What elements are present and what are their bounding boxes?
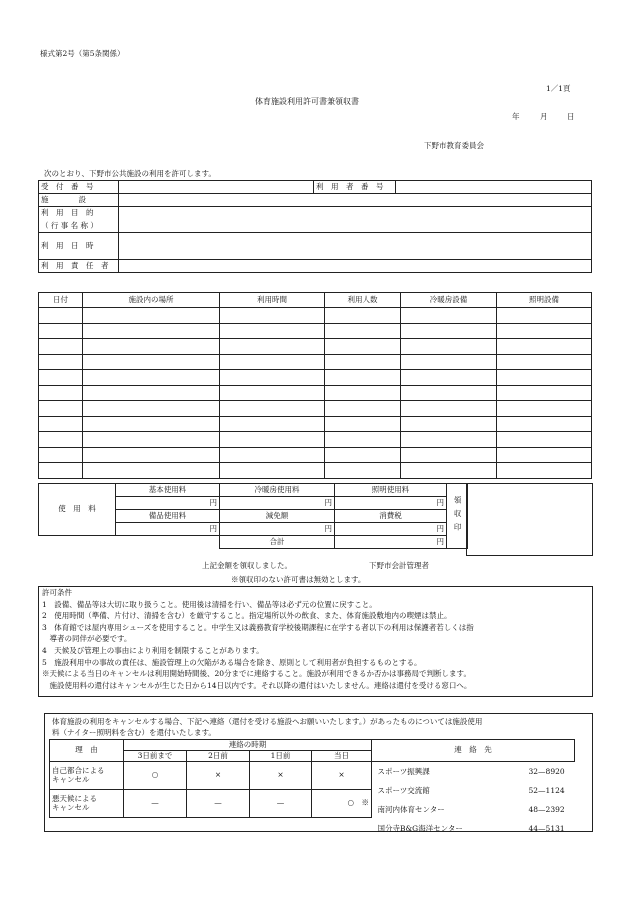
stamp-box — [466, 483, 593, 556]
condition-line: 5 施設利用中の事故の責任は、施設管理上の欠陥がある場合を除き、原則として利用者が負担するものとする。 — [42, 657, 422, 667]
mark: ○ — [124, 762, 187, 790]
schedule-cell[interactable] — [401, 401, 497, 417]
schedule-cell[interactable] — [39, 370, 83, 386]
col-header-date: 日付 — [39, 293, 83, 308]
timing-2days: 2日前 — [187, 751, 250, 762]
timing-1day: 1日前 — [250, 751, 312, 762]
info-table — [38, 180, 592, 273]
conditions-title: 許可条件 — [42, 588, 72, 597]
schedule-cell[interactable] — [83, 447, 220, 463]
schedule-cell[interactable] — [83, 370, 220, 386]
reason-header: 理 由 — [50, 740, 124, 762]
schedule-cell[interactable] — [401, 354, 497, 370]
schedule-cell[interactable] — [401, 463, 497, 479]
cancel-table — [49, 739, 372, 818]
schedule-cell[interactable] — [39, 323, 83, 339]
contact-name: 南河内体育センター — [377, 805, 445, 814]
schedule-cell[interactable] — [39, 385, 83, 401]
spacer — [39, 536, 220, 549]
schedule-row — [39, 323, 592, 339]
timing-sameday: 当日 — [312, 751, 372, 762]
manager-label: 利 用 責 任 者 — [39, 260, 119, 273]
issuer: 下野市教育委員会 — [424, 141, 484, 150]
schedule-cell[interactable] — [401, 308, 497, 324]
condition-line: 施設使用料の還付はキャンセルが生じた日から14日以内です。それ以降の還付はいたしません。連絡は還付を受ける窓口へ。 — [42, 680, 472, 690]
schedule-cell[interactable] — [83, 339, 220, 355]
schedule-cell[interactable] — [401, 385, 497, 401]
discount-label: 減免額 — [220, 510, 335, 523]
contact-name: 国分寺B&G海洋センター — [377, 824, 463, 833]
schedule-row — [39, 354, 592, 370]
mark: ○ ※ — [312, 790, 372, 818]
schedule-cell[interactable] — [220, 339, 325, 355]
page-number: 1／1頁 — [546, 84, 571, 93]
date-day: 日 — [567, 112, 575, 121]
purpose-label: 利 用 目 的 — [39, 207, 119, 220]
condition-line: 2 使用時間（準備、片付け、清掃を含む）を厳守すること。指定場所以外の飲食、また、体育施設敷地内の喫煙は禁止。 — [42, 611, 452, 621]
mark: × — [312, 762, 372, 790]
schedule-cell[interactable] — [83, 308, 220, 324]
contact-tel: 32—8920 — [528, 767, 565, 776]
stamp-label-cell — [447, 484, 468, 549]
contact-row — [372, 800, 575, 819]
contact-row — [372, 819, 575, 838]
datetime-label: 利 用 日 時 — [39, 233, 119, 260]
light-fee-value[interactable]: 円 — [335, 497, 447, 510]
user-no-value[interactable] — [396, 181, 592, 194]
schedule-cell[interactable] — [401, 447, 497, 463]
manager-value[interactable] — [119, 260, 592, 273]
schedule-cell[interactable] — [497, 308, 592, 324]
schedule-cell[interactable] — [497, 416, 592, 432]
tax-label: 消費税 — [335, 510, 447, 523]
schedule-cell[interactable] — [497, 370, 592, 386]
schedule-cell[interactable] — [83, 432, 220, 448]
schedule-cell[interactable] — [325, 432, 401, 448]
mark: × — [187, 762, 250, 790]
schedule-cell[interactable] — [401, 432, 497, 448]
schedule-cell[interactable] — [497, 447, 592, 463]
fee-table — [38, 483, 468, 549]
schedule-cell[interactable] — [220, 401, 325, 417]
schedule-cell[interactable] — [325, 463, 401, 479]
schedule-cell[interactable] — [497, 432, 592, 448]
stamp-note: ※領収印のない許可書は無効とします。 — [231, 575, 366, 584]
schedule-cell[interactable] — [325, 323, 401, 339]
schedule-cell[interactable] — [325, 385, 401, 401]
reason-weather-line1: 悪天候による — [52, 794, 97, 804]
mark: — — [187, 790, 250, 818]
conditions-box — [38, 586, 593, 697]
mark: — — [124, 790, 187, 818]
schedule-cell[interactable] — [83, 354, 220, 370]
purpose-value[interactable] — [119, 207, 592, 233]
schedule-cell[interactable] — [83, 416, 220, 432]
schedule-row — [39, 463, 592, 479]
facility-value[interactable] — [119, 194, 592, 207]
contact-list-cell — [372, 762, 575, 839]
form-number: 様式第2号（第5条関係） — [40, 49, 125, 58]
col-header-ac: 冷暖房設備 — [401, 293, 497, 308]
schedule-cell[interactable] — [325, 354, 401, 370]
total-label: 合計 — [220, 536, 335, 549]
tax-value[interactable]: 円 — [335, 523, 447, 536]
mark: — — [250, 790, 312, 818]
schedule-row — [39, 308, 592, 324]
schedule-cell[interactable] — [497, 339, 592, 355]
schedule-cell[interactable] — [497, 463, 592, 479]
col-header-lighting: 照明設備 — [497, 293, 592, 308]
schedule-cell[interactable] — [39, 339, 83, 355]
discount-value[interactable]: 円 — [220, 523, 335, 536]
col-header-people: 利用人数 — [325, 293, 401, 308]
schedule-cell[interactable] — [401, 370, 497, 386]
schedule-cell[interactable] — [39, 432, 83, 448]
schedule-row — [39, 447, 592, 463]
condition-line: ※天候による当日のキャンセルは利用開始時間後、20分までに連絡すること。施設が利用できるか否かは事務局で判断します。 — [42, 669, 471, 679]
user-no-label: 利 用 者 番 号 — [314, 181, 396, 194]
schedule-cell[interactable] — [497, 385, 592, 401]
schedule-cell[interactable] — [39, 354, 83, 370]
schedule-row — [39, 385, 592, 401]
contact-table — [371, 739, 575, 838]
receipt-no-value[interactable] — [119, 181, 314, 194]
event-label: （ 行 事 名 称 ） — [39, 220, 119, 233]
schedule-row — [39, 432, 592, 448]
schedule-row — [39, 370, 592, 386]
schedule-cell[interactable] — [39, 401, 83, 417]
schedule-cell[interactable] — [497, 354, 592, 370]
contact-name: スポーツ交流館 — [377, 786, 430, 795]
contact-row — [372, 781, 575, 800]
schedule-row — [39, 416, 592, 432]
reason-self-line2: キャンセル — [52, 774, 90, 784]
schedule-cell[interactable] — [83, 401, 220, 417]
contact-tel: 48—2392 — [528, 805, 565, 814]
schedule-cell[interactable] — [325, 339, 401, 355]
stamp-label: 領収印 — [453, 495, 463, 537]
contact-tel: 52—1124 — [528, 786, 565, 795]
schedule-cell[interactable] — [39, 308, 83, 324]
schedule-cell[interactable] — [220, 354, 325, 370]
schedule-cell[interactable] — [83, 463, 220, 479]
ac-fee-label: 冷暖房使用料 — [220, 484, 335, 497]
total-value[interactable]: 円 — [335, 536, 447, 549]
schedule-cell[interactable] — [497, 323, 592, 339]
schedule-cell[interactable] — [39, 447, 83, 463]
condition-line: 4 天候及び管理上の事由により利用を制限することがあります。 — [42, 645, 264, 655]
schedule-cell[interactable] — [83, 323, 220, 339]
schedule-cell[interactable] — [220, 463, 325, 479]
schedule-cell[interactable] — [39, 463, 83, 479]
schedule-cell[interactable] — [401, 416, 497, 432]
schedule-cell[interactable] — [325, 401, 401, 417]
schedule-cell[interactable] — [220, 308, 325, 324]
basic-fee-label: 基本使用料 — [116, 484, 220, 497]
intro-text: 次のとおり、下野市公共施設の利用を許可します。 — [44, 169, 216, 178]
reason-weather-line2: キャンセル — [52, 802, 90, 812]
date-month: 月 — [540, 112, 548, 121]
schedule-cell[interactable] — [325, 416, 401, 432]
schedule-row — [39, 401, 592, 417]
schedule-cell[interactable] — [220, 447, 325, 463]
schedule-cell[interactable] — [401, 339, 497, 355]
schedule-table — [38, 292, 592, 479]
schedule-cell[interactable] — [220, 370, 325, 386]
reason-weather — [50, 790, 124, 818]
light-fee-label: 照明使用料 — [335, 484, 447, 497]
reason-self-line1: 自己都合による — [52, 766, 105, 776]
receipt-no-label: 受 付 番 号 — [39, 181, 119, 194]
schedule-cell[interactable] — [220, 323, 325, 339]
equip-fee-label: 備品使用料 — [116, 510, 220, 523]
col-header-place: 施設内の場所 — [83, 293, 220, 308]
condition-line: 導者の同伴が必要です。 — [42, 634, 132, 644]
date-year: 年 — [512, 112, 520, 121]
schedule-cell[interactable] — [83, 385, 220, 401]
contact-list — [372, 762, 575, 838]
treasurer-text: 下野市会計管理者 — [369, 561, 429, 570]
timing-3days: 3日前まで — [124, 751, 187, 762]
schedule-cell[interactable] — [220, 416, 325, 432]
schedule-row — [39, 339, 592, 355]
contact-name: スポーツ振興課 — [377, 767, 430, 776]
cancel-intro-1: 体育施設の利用をキャンセルする場合、下記へ連絡（還付を受ける施設へお願いいたします。）があったものについては施設使用 — [52, 717, 483, 726]
schedule-cell[interactable] — [325, 370, 401, 386]
schedule-cell[interactable] — [497, 401, 592, 417]
schedule-cell[interactable] — [220, 385, 325, 401]
fee-label: 使 用 料 — [39, 484, 116, 536]
equip-fee-value[interactable]: 円 — [116, 523, 220, 536]
condition-line: 1 設備、備品等は大切に取り扱うこと。使用後は清掃を行い、備品等は必ず元の位置に戻すこと。 — [42, 599, 377, 609]
mark: × — [250, 762, 312, 790]
timing-header: 連絡の時期 — [124, 740, 372, 751]
contact-header: 連 絡 先 — [372, 740, 575, 762]
basic-fee-value[interactable]: 円 — [116, 497, 220, 510]
col-header-time: 利用時間 — [220, 293, 325, 308]
schedule-cell[interactable] — [325, 447, 401, 463]
schedule-cell[interactable] — [325, 308, 401, 324]
reason-self — [50, 762, 124, 790]
contact-row — [372, 762, 575, 781]
condition-line: 3 体育館では屋内専用シューズを使用すること。中学生又は義務教育学校後期課程に在学する者以下の利用は保護者若しくは指 — [42, 622, 474, 632]
contact-tel: 44—5131 — [528, 824, 565, 833]
facility-label: 施 設 — [39, 194, 119, 207]
ac-fee-value[interactable]: 円 — [220, 497, 335, 510]
cancel-intro-2: 料（ナイター照明料を含む）を還付いたします。 — [52, 728, 216, 737]
schedule-cell[interactable] — [39, 416, 83, 432]
schedule-cell[interactable] — [401, 323, 497, 339]
received-text: 上記金額を領収しました。 — [202, 561, 292, 570]
document-title: 体育施設利用許可書兼領収書 — [255, 97, 359, 106]
schedule-cell[interactable] — [220, 432, 325, 448]
datetime-value[interactable] — [119, 233, 592, 260]
